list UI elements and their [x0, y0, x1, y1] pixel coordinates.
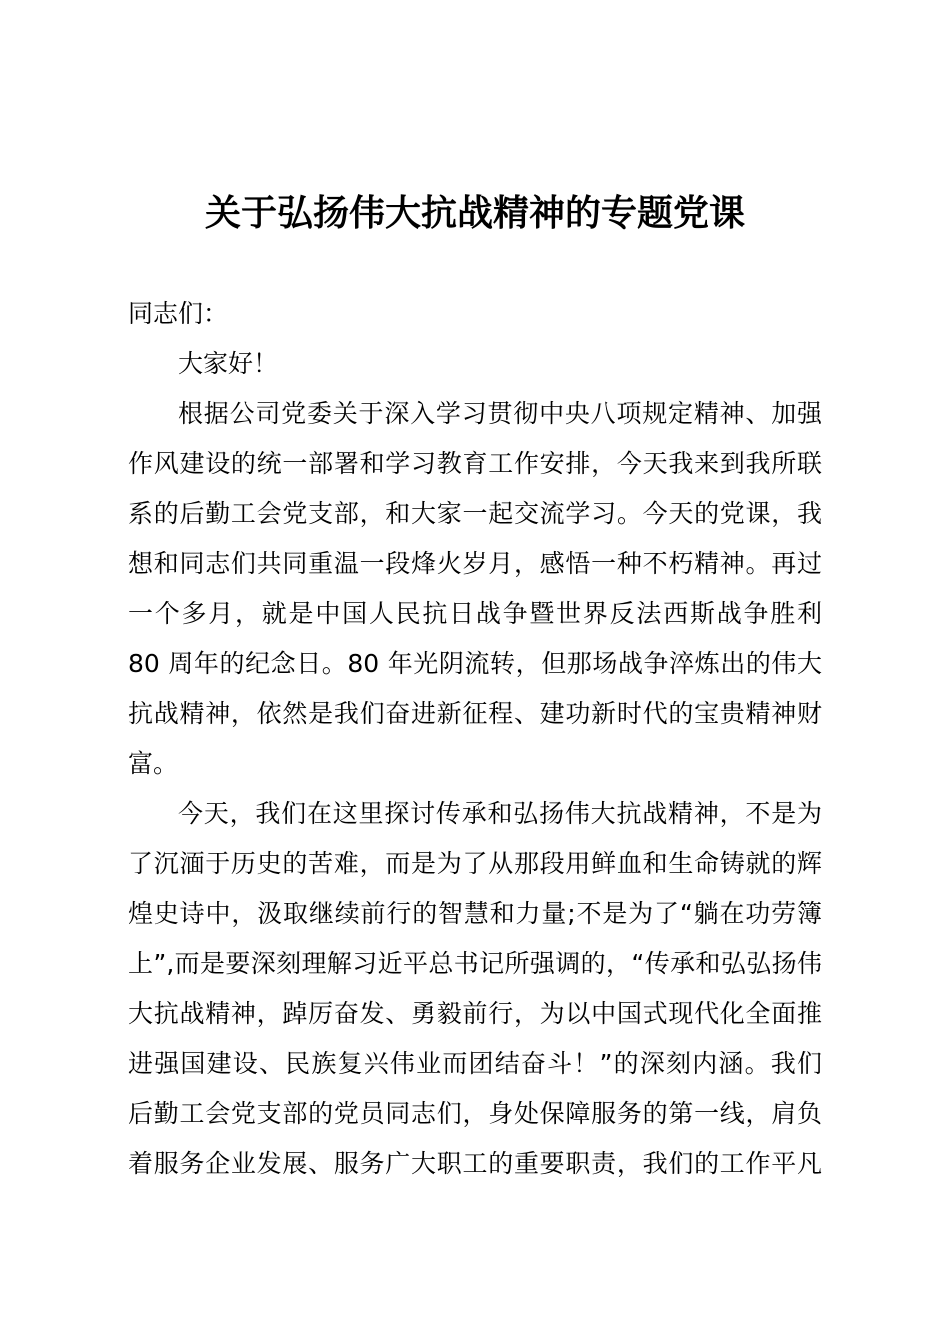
salutation: 同志们： — [128, 299, 229, 328]
paragraph-line: 抗战精神，依然是我们奋进新征程、建功新时代的宝贵精神财 — [128, 699, 822, 728]
paragraph-line: 后勤工会党支部的党员同志们，身处保障服务的第一线，肩负 — [128, 1099, 822, 1128]
document-body — [128, 292, 822, 1192]
paragraph-line: 富。 — [128, 749, 179, 778]
document-title: 关于弘扬伟大抗战精神的专题党课 — [204, 192, 745, 234]
paragraph-line: 进强国建设、民族复兴伟业而团结奋斗！”的深刻内涵。我们 — [128, 1049, 822, 1078]
paragraph — [128, 792, 822, 1192]
greeting: 大家好！ — [178, 349, 279, 378]
paragraph-line: 一个多月，就是中国人民抗日战争暨世界反法西斯战争胜利 — [128, 599, 822, 628]
paragraph — [128, 392, 822, 792]
paragraph-line: 了沉湎于历史的苦难，而是为了从那段用鲜血和生命铸就的辉 — [128, 849, 822, 878]
paragraph-line: 今天，我们在这里探讨传承和弘扬伟大抗战精神，不是为 — [178, 799, 822, 828]
paragraphs — [128, 392, 822, 1192]
paragraph-line: 大抗战精神，踔厉奋发、勇毅前行，为以中国式现代化全面推 — [128, 999, 822, 1028]
paragraph-line: 着服务企业发展、服务广大职工的重要职责，我们的工作平凡 — [128, 1149, 822, 1178]
paragraph-line: 80 周年的纪念日。80 年光阴流转，但那场战争淬炼出的伟大 — [128, 649, 822, 678]
paragraph-line: 作风建设的统一部署和学习教育工作安排，今天我来到我所联 — [128, 449, 822, 478]
paragraph-line: 根据公司党委关于深入学习贯彻中央八项规定精神、加强 — [178, 399, 822, 428]
paragraph-line: 上”,而是要深刻理解习近平总书记所强调的，“传承和弘弘扬伟 — [128, 949, 822, 978]
paragraph-line: 想和同志们共同重温一段烽火岁月，感悟一种不朽精神。再过 — [128, 549, 822, 578]
paragraph-line: 系的后勤工会党支部，和大家一起交流学习。今天的党课，我 — [128, 499, 822, 528]
paragraph-line: 煌史诗中，汲取继续前行的智慧和力量;不是为了“躺在功劳簿 — [128, 899, 822, 928]
